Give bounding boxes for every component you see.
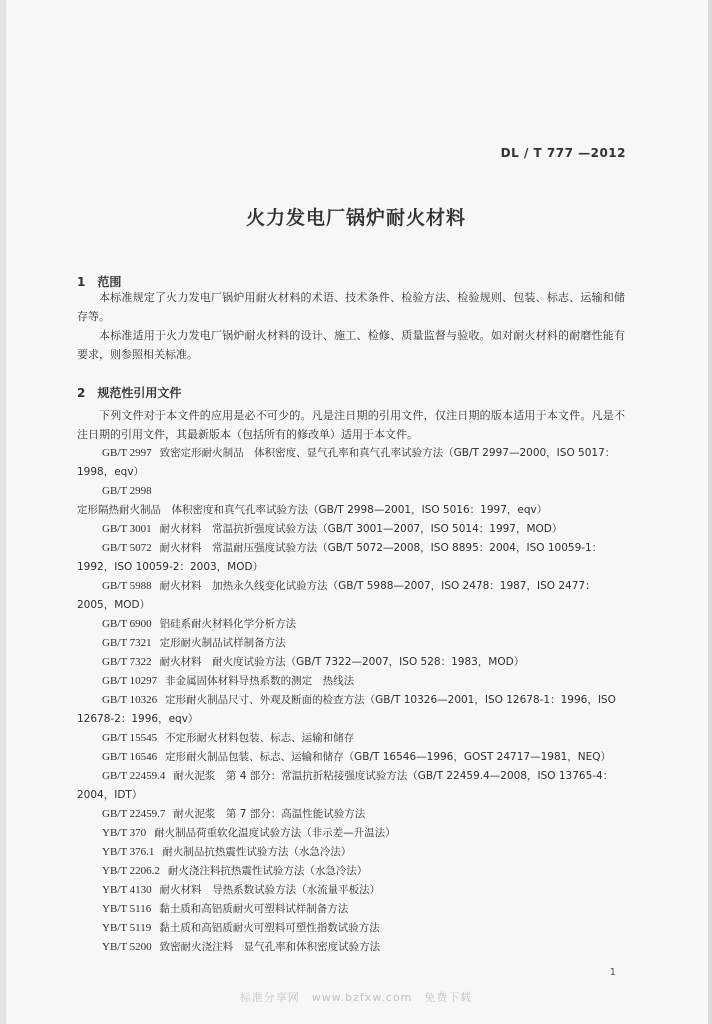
reference-code: YB/T 376.1 bbox=[102, 846, 155, 858]
reference-list bbox=[77, 444, 627, 957]
references-intro: 下列文件对于本文件的应用是必不可少的。凡是注日期的引用文件，仅注日期的版本适用于本文件。凡是不注日期的引用文件，其最新版本（包括所有的修改单）适用于本文件。 bbox=[77, 409, 625, 441]
reference-title: 耐火泥浆 第 4 部分：常温抗折粘接强度试验方法（GB/T 22459.4—2008，ISO 13765-4：2004，IDT） bbox=[77, 770, 614, 801]
reference-title: 耐火制品抗热震性试验方法（水急冷法） bbox=[162, 846, 352, 858]
reference-item bbox=[77, 824, 627, 843]
reference-code: YB/T 2206.2 bbox=[102, 865, 160, 877]
reference-item bbox=[77, 748, 627, 767]
reference-title: 耐火材料 加热永久线变化试验方法（GB/T 5988—2007，ISO 2478：1987，ISO 2477：2005，MOD） bbox=[77, 580, 596, 611]
scope-paragraph-1: 本标准规定了火力发电厂锅炉用耐火材料的术语、技术条件、检验方法、检验规则、包装、标志、运输和储存等。 bbox=[77, 291, 625, 323]
reference-code: GB/T 2997 bbox=[102, 447, 152, 459]
reference-code: YB/T 5200 bbox=[102, 941, 152, 953]
reference-item bbox=[77, 653, 627, 672]
reference-title: 耐火材料 常温抗折强度试验方法（GB/T 3001—2007，ISO 5014：1997，MOD） bbox=[159, 523, 563, 535]
footer-watermark: 标准分享网 www.bzfxw.com 免费下载 bbox=[239, 991, 473, 1004]
reference-item bbox=[77, 539, 627, 577]
reference-code: GB/T 3001 bbox=[102, 523, 152, 535]
reference-item bbox=[77, 767, 627, 805]
reference-title: 定形隔热耐火制品 体积密度和真气孔率试验方法（GB/T 2998—2001，ISO 5016：1997，eqv） bbox=[77, 504, 548, 516]
scope-paragraph-2: 本标准适用于火力发电厂锅炉耐火材料的设计、施工、检修、质量监督与验收。如对耐火材料的耐磨性能有要求，则参照相关标准。 bbox=[77, 329, 625, 361]
reference-title: 铝硅系耐火材料化学分析方法 bbox=[159, 618, 297, 630]
reference-title: 耐火材料 导热系数试验方法（水流量平板法） bbox=[159, 884, 381, 896]
document-title: 火力发电厂锅炉耐火材料 bbox=[245, 207, 466, 229]
reference-title: 定形耐火制品包装、标志、运输和储存（GB/T 16546—1996，GOST 24717—1981，NEQ） bbox=[165, 751, 612, 763]
section-heading-references: 2 规范性引用文件 bbox=[77, 386, 182, 400]
reference-code: GB/T 10326 bbox=[102, 694, 158, 706]
reference-code: GB/T 5988 bbox=[102, 580, 152, 592]
reference-title: 黏土质和高铝质耐火可塑料试样制备方法 bbox=[159, 903, 349, 915]
reference-title: 耐火浇注料抗热震性试验方法（水急冷法） bbox=[167, 865, 368, 877]
reference-code: YB/T 5116 bbox=[102, 903, 152, 915]
reference-title: 致密定形耐火制品 体积密度、显气孔率和真气孔率试验方法（GB/T 2997—2000，ISO 5017：1998，eqv） bbox=[77, 447, 616, 478]
reference-title: 致密耐火浇注料 显气孔率和体积密度试验方法 bbox=[159, 941, 381, 953]
reference-item bbox=[77, 729, 627, 748]
section-heading-scope: 1 范围 bbox=[77, 275, 122, 289]
reference-item bbox=[77, 615, 627, 634]
reference-item bbox=[77, 444, 627, 482]
reference-title: 定形耐火制品尺寸、外观及断面的检查方法（GB/T 10326—2001，ISO 12678-1：1996，ISO 12678-2：1996，eqv） bbox=[77, 694, 616, 725]
reference-code: GB/T 7321 bbox=[102, 637, 152, 649]
reference-item bbox=[77, 672, 627, 691]
reference-code: GB/T 6900 bbox=[102, 618, 152, 630]
reference-code: YB/T 4130 bbox=[102, 884, 152, 896]
reference-code: GB/T 7322 bbox=[102, 656, 152, 668]
reference-item bbox=[77, 482, 627, 520]
reference-code: GB/T 22459.7 bbox=[102, 808, 166, 820]
reference-code: GB/T 5072 bbox=[102, 542, 152, 554]
reference-title: 耐火材料 常温耐压强度试验方法（GB/T 5072—2008，ISO 8895：2004，ISO 10059-1：1992，ISO 10059-2：2003，MOD） bbox=[77, 542, 603, 573]
reference-title: 耐火材料 耐火度试验方法（GB/T 7322—2007，ISO 528：1983，MOD） bbox=[159, 656, 525, 668]
reference-code: GB/T 22459.4 bbox=[102, 770, 166, 782]
reference-item bbox=[77, 938, 627, 957]
page-edge-right bbox=[708, 0, 712, 1024]
reference-item bbox=[77, 634, 627, 653]
reference-title: 耐火制品荷重软化温度试验方法（非示差—升温法） bbox=[154, 827, 396, 839]
reference-item bbox=[77, 691, 627, 729]
reference-title: 黏土质和高铝质耐火可塑料可塑性指数试验方法 bbox=[159, 922, 380, 934]
reference-item bbox=[77, 843, 627, 862]
reference-code: GB/T 16546 bbox=[102, 751, 158, 763]
reference-item bbox=[77, 862, 627, 881]
reference-item bbox=[77, 520, 627, 539]
reference-item bbox=[77, 805, 627, 824]
reference-item bbox=[77, 919, 627, 938]
reference-title: 耐火泥浆 第 7 部分：高温性能试验方法 bbox=[173, 808, 366, 820]
reference-title: 非金属固体材料导热系数的测定 热线法 bbox=[165, 675, 355, 687]
reference-title: 定形耐火制品试样制备方法 bbox=[159, 637, 286, 649]
reference-code: GB/T 10297 bbox=[102, 675, 158, 687]
reference-item bbox=[77, 900, 627, 919]
page-number: 1 bbox=[609, 967, 616, 978]
reference-code: GB/T 2998 bbox=[102, 485, 152, 497]
standard-code: DL / T 777 —2012 bbox=[500, 146, 626, 160]
reference-item bbox=[77, 577, 627, 615]
reference-title: 不定形耐火材料包装、标志、运输和储存 bbox=[165, 732, 355, 744]
page-edge-left bbox=[0, 0, 6, 1024]
reference-item bbox=[77, 881, 627, 900]
reference-code: GB/T 15545 bbox=[102, 732, 158, 744]
reference-code: YB/T 370 bbox=[102, 827, 147, 839]
reference-code: YB/T 5119 bbox=[102, 922, 152, 934]
